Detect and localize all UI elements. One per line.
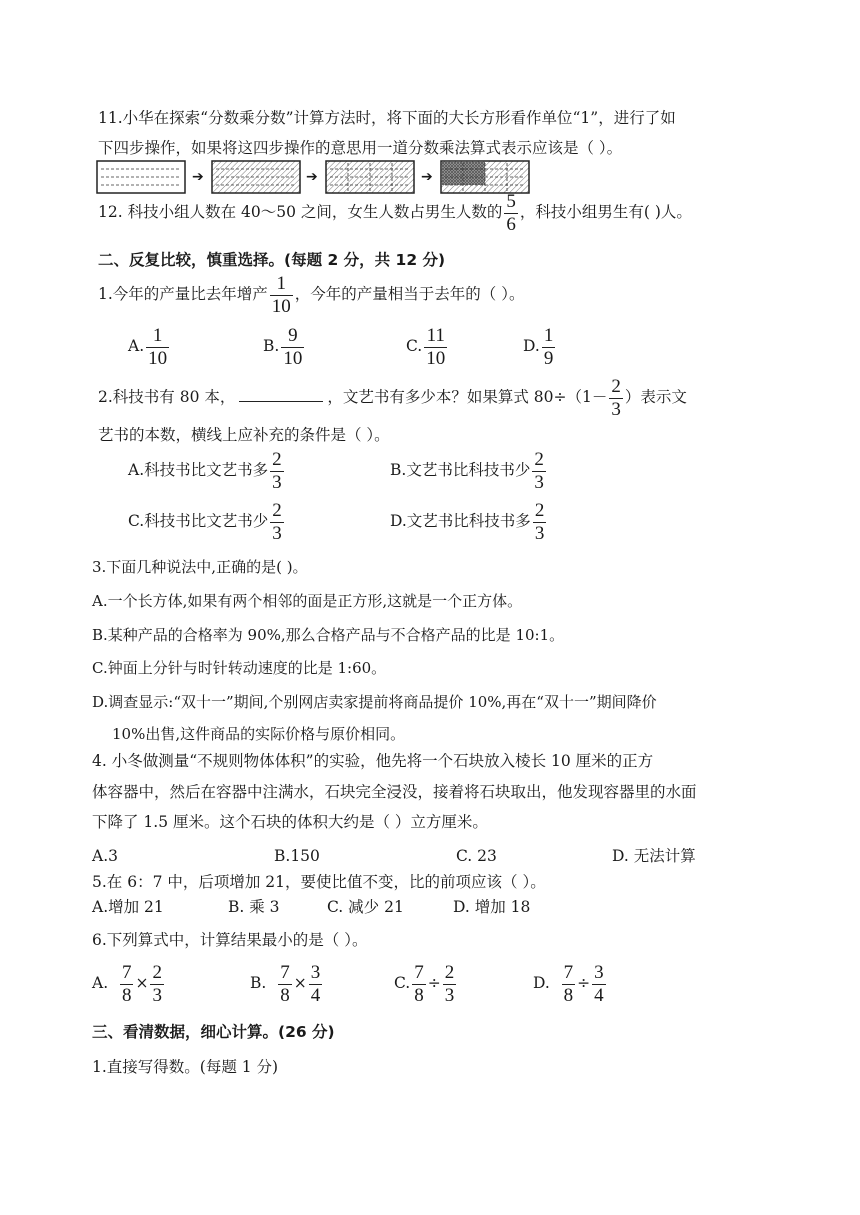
frac-den: 3: [611, 398, 621, 420]
option-text: B.文艺书比科技书少: [390, 461, 531, 479]
s2q6-stem: 6.下列算式中，计算结果最小的是（ ）。: [92, 931, 368, 949]
frac-den: 8: [563, 984, 574, 1006]
s2q2-option-c: [128, 497, 286, 545]
frac-den: 3: [534, 471, 544, 493]
s2q3-option-c: C.钟面上分针与时针转动速度的比是 1:60。: [92, 659, 387, 677]
s2q2-option-d: [390, 497, 548, 545]
s2q2-option-b: [390, 446, 548, 494]
frac-den: 3: [534, 522, 545, 544]
s2q3-option-d-line2: 10%出售,这件商品的实际价格与原价相同。: [112, 725, 406, 743]
s2q6-option-c: [394, 958, 458, 1008]
frac-den: 4: [310, 984, 321, 1006]
option-text: C.科技书比文艺书少: [128, 512, 269, 530]
s2q6-option-b: [250, 958, 324, 1008]
frac-num: 3: [310, 961, 321, 983]
frac-den: 4: [594, 984, 604, 1006]
frac-den: 3: [444, 984, 455, 1006]
s2q3-option-d-line1: D.调查显示:“双十一”期间,个别网店卖家提前将商品提价 10%,再在“双十一”期间降价: [92, 693, 657, 711]
operator: ×: [293, 974, 307, 992]
frac-den: 10: [148, 347, 168, 369]
s2q1-option-a: [128, 323, 171, 369]
s2q5-option-a: A.增加 21: [92, 898, 164, 916]
frac-num: 1: [152, 324, 163, 346]
frac-den: 3: [272, 522, 282, 544]
arrow-icon: ➔: [192, 169, 204, 185]
frac-num: 2: [272, 499, 282, 521]
operator: ÷: [577, 974, 591, 992]
frac-num: 3: [594, 961, 604, 983]
answer-blank[interactable]: [239, 387, 323, 402]
s2q4-option-a: A.3: [92, 847, 118, 865]
frac-num: 1: [276, 272, 287, 294]
frac-num: 2: [444, 961, 455, 983]
operator: ×: [135, 974, 149, 992]
frac-num: 2: [534, 448, 544, 470]
s2q3-option-a: A.一个长方体,如果有两个相邻的面是正方形,这就是一个正方体。: [92, 592, 523, 610]
option-label: B.: [250, 974, 267, 992]
arrow-icon: ➔: [306, 169, 318, 185]
frac-den: 9: [543, 347, 554, 369]
option-label: C.: [406, 337, 423, 355]
frac-num: 7: [563, 961, 574, 983]
s2q4-line3: 下降了 1.5 厘米。这个石块的体积大约是（ ）立方厘米。: [92, 813, 488, 831]
s2q5-option-d: D. 增加 18: [453, 898, 531, 916]
s2q6-option-d: [533, 958, 608, 1008]
s2q5-stem: 5.在 6：7 中，后项增加 21，要使比值不变，比的前项应该（ ）。: [92, 873, 546, 891]
q11-line2: 下四步操作，如果将这四步操作的意思用一道分数乘法算式表示应该是（ ）。: [98, 139, 623, 157]
frac-den: 8: [121, 984, 132, 1006]
s2q2-text-2: ，文艺书有多少本？如果算式 80÷（1－: [327, 388, 608, 406]
option-text: A.科技书比文艺书多: [128, 461, 269, 479]
s2q4-line1: 4. 小冬做测量“不规则物体体积”的实验，他先将一个石块放入棱长 10 厘米的正方: [92, 752, 654, 770]
s2q2-line1: [98, 374, 687, 420]
s2q2-text-1: 2.科技书有 80 本，: [98, 388, 236, 406]
section-3-title: 三、看清数据，细心计算。(26 分): [92, 1023, 335, 1041]
s2q3-option-b: B.某种产品的合格率为 90%,那么合格产品与不合格产品的比是 10:1。: [92, 626, 565, 644]
q12-frac-den: 6: [506, 213, 516, 235]
arrow-icon: ➔: [421, 169, 433, 185]
option-text: D.文艺书比科技书多: [390, 512, 531, 530]
s2q3-stem: 3.下面几种说法中,正确的是( )。: [92, 558, 308, 576]
q11-line1: 11.小华在探索“分数乘分数”计算方法时，将下面的大长方形看作单位“1”，进行了如: [98, 109, 676, 127]
s2q5-option-c: C. 减少 21: [327, 898, 404, 916]
s2q4-option-d: D. 无法计算: [612, 847, 696, 865]
operator: ÷: [427, 974, 441, 992]
option-label: C.: [394, 974, 411, 992]
s2q2-text-3: ）表示文: [624, 388, 687, 406]
q12-text-after: ，科技小组男生有( )人。: [519, 203, 692, 221]
frac-den: 10: [271, 295, 291, 317]
s2q1-text-before: 1.今年的产量比去年增产: [98, 285, 268, 303]
frac-num: 1: [543, 324, 554, 346]
frac-num: 2: [611, 375, 621, 397]
s2q1-stem: [98, 270, 524, 318]
s2q1-text-after: ，今年的产量相当于去年的（ ）。: [294, 285, 525, 303]
frac-den: 10: [283, 347, 303, 369]
frac-den: 8: [280, 984, 290, 1006]
option-label: D.: [523, 337, 540, 355]
s2q4-line2: 体容器中，然后在容器中注满水，石块完全浸没，接着将石块取出，他发现容器里的水面: [92, 783, 697, 801]
s2q1-option-d: [523, 323, 557, 369]
frac-num: 7: [121, 961, 132, 983]
s2q5-option-b: B. 乘 3: [228, 898, 280, 916]
frac-num: 2: [534, 499, 545, 521]
q12-fraction: [504, 192, 518, 235]
s2q4-option-c: C. 23: [456, 847, 497, 865]
frac-num: 7: [414, 961, 424, 983]
frac-den: 3: [272, 471, 282, 493]
frac-den: 3: [152, 984, 162, 1006]
s2q2-line2: 艺书的本数，横线上应补充的条件是（ ）。: [98, 426, 390, 444]
option-label: A.: [128, 337, 145, 355]
s2q2-option-a: [128, 446, 286, 494]
frac-den: 8: [414, 984, 424, 1006]
section-2-title: 二、反复比较，慎重选择。(每题 2 分，共 12 分): [98, 251, 446, 269]
s2q1-option-c: [406, 323, 449, 369]
frac-num: 9: [288, 324, 298, 346]
frac-num: 7: [280, 961, 290, 983]
q12-line: [98, 188, 692, 236]
frac-num: 2: [152, 961, 162, 983]
q12-text-before: 12. 科技小组人数在 40～50 之间，女生人数占男生人数的: [98, 203, 503, 221]
s2q4-option-b: B.150: [274, 847, 320, 865]
frac-den: 10: [426, 347, 446, 369]
s2q1-option-b: [263, 323, 306, 369]
frac-num: 11: [426, 324, 445, 346]
s3q1-stem: 1.直接写得数。(每题 1 分): [92, 1058, 279, 1076]
q12-frac-num: 5: [506, 190, 516, 212]
s2q1-fraction: [270, 274, 293, 317]
option-label: B.: [263, 337, 280, 355]
frac-num: 2: [272, 448, 282, 470]
s2q6-option-a: [92, 958, 166, 1008]
option-label: D.: [533, 974, 550, 992]
option-label: A.: [92, 974, 109, 992]
